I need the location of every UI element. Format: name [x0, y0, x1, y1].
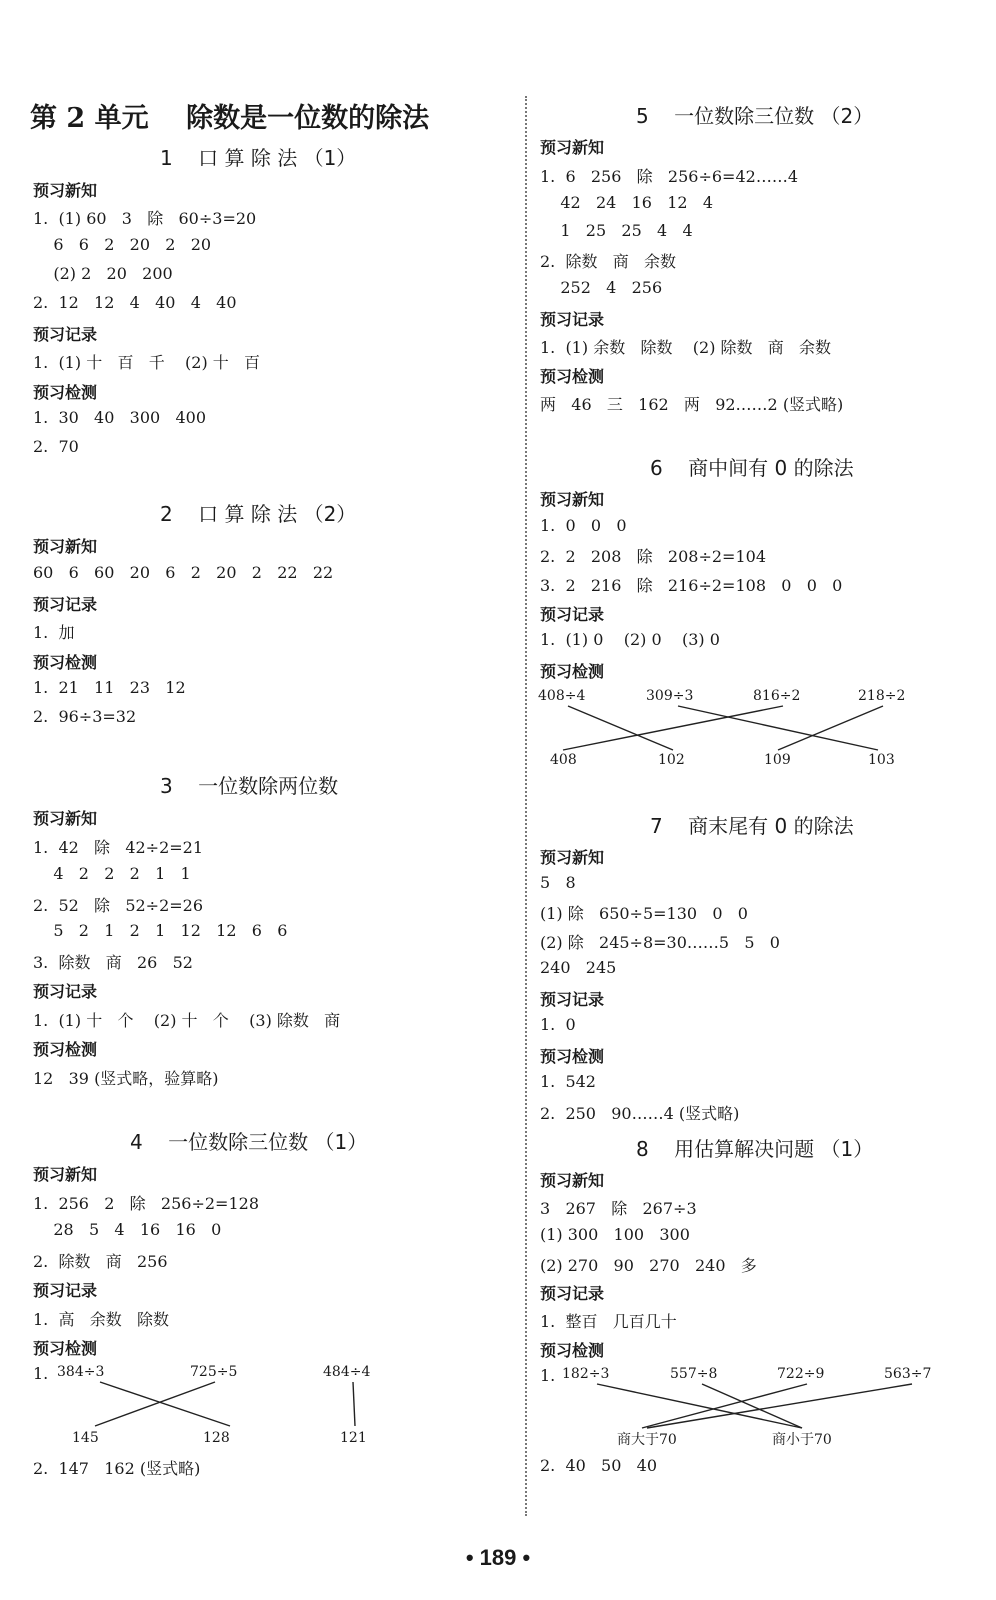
match-bottom-label: 128: [203, 1430, 230, 1446]
match-bottom-label: 商大于70: [617, 1432, 677, 1448]
match-bottom-label: 102: [658, 752, 685, 768]
answer-line: 1. (1) 十 百 千 (2) 十 百: [33, 353, 261, 372]
answer-line: 1. 542: [540, 1072, 596, 1091]
answer-line: 3. 2 216 除 216÷2=108 0 0 0: [540, 576, 843, 595]
match-top-label: 384÷3: [57, 1364, 105, 1380]
answer-line: 240 245: [540, 958, 617, 977]
answer-line: 1. 6 256 除 256÷6=42……4: [540, 167, 799, 186]
answer-line: (1) 300 100 300: [540, 1225, 690, 1244]
page-number: • 189 •: [465, 1545, 531, 1570]
match-line: [353, 1382, 355, 1426]
lesson-2-preview-check: 预习检测: [33, 653, 98, 672]
answer-line: 1. 0 0 0: [540, 516, 627, 535]
lesson-8-preview-check: 预习检测: [540, 1341, 605, 1360]
answer-line: 2. 2 208 除 208÷2=104: [540, 547, 767, 566]
match-top-label: 182÷3: [562, 1366, 610, 1382]
lesson-8-matching-diagram: [562, 1362, 952, 1454]
match-line: [647, 1384, 912, 1428]
answer-line: 2. 250 90……4 (竖式略): [540, 1104, 740, 1123]
match-line: [95, 1382, 215, 1426]
answer-line: 60 6 60 20 6 2 20 2 22 22: [33, 563, 334, 582]
lesson-6-matching-diagram: [538, 684, 928, 772]
answer-line: (2) 除 245÷8=30……5 5 0: [540, 933, 780, 952]
lesson-4-preview-check: 预习检测: [33, 1339, 98, 1358]
lesson-4-preview-new: 预习新知: [33, 1165, 98, 1184]
lesson-3-preview-check: 预习检测: [33, 1040, 98, 1059]
lesson-4-matching-diagram: [55, 1360, 395, 1450]
lesson-7-preview-record: 预习记录: [540, 990, 605, 1009]
answer-line: 2. 70: [33, 437, 79, 456]
lesson-5-title: 5 一位数除三位数 （2）: [636, 104, 874, 128]
answer-line: 2. 96÷3=32: [33, 707, 137, 726]
answer-line: 42 24 16 12 4: [540, 193, 713, 212]
match-bottom-label: 145: [72, 1430, 99, 1446]
lesson-5-preview-record: 预习记录: [540, 310, 605, 329]
answer-line: 1. 42 除 42÷2=21: [33, 838, 204, 857]
match-top-label: 484÷4: [323, 1364, 371, 1380]
answer-line: (1) 除 650÷5=130 0 0: [540, 904, 748, 923]
answer-line: 1. 整百 几百几十: [540, 1312, 677, 1331]
answer-line: 1. 加: [33, 623, 75, 642]
lesson-1-title: 1 口 算 除 法 （1）: [160, 146, 357, 170]
answer-line: 2. 40 50 40: [540, 1456, 658, 1475]
lesson-8-title: 8 用估算解决问题 （1）: [636, 1137, 874, 1161]
lesson-8-preview-record: 预习记录: [540, 1284, 605, 1303]
lesson-6-preview-new: 预习新知: [540, 490, 605, 509]
lesson-2-title: 2 口 算 除 法 （2）: [160, 502, 357, 526]
lesson-1-preview-check: 预习检测: [33, 383, 98, 402]
lesson-2-preview-new: 预习新知: [33, 537, 98, 556]
answer-line: 1. 高 余数 除数: [33, 1310, 169, 1329]
match-line: [563, 706, 783, 750]
answer-line: 5 8: [540, 873, 576, 892]
column-divider: [525, 96, 527, 1516]
answer-line: 1. (1) 60 3 除 60÷3=20: [33, 209, 257, 228]
lesson-3-preview-record: 预习记录: [33, 982, 98, 1001]
unit-title: 第 2 单元 除数是一位数的除法: [30, 103, 430, 134]
lesson-8-preview-new: 预习新知: [540, 1171, 605, 1190]
answer-line: (2) 270 90 270 240 多: [540, 1256, 757, 1275]
answer-line: 2. 12 12 4 40 4 40: [33, 293, 237, 312]
match-line: [778, 706, 883, 750]
lesson-1-preview-record: 预习记录: [33, 325, 98, 344]
answer-line: 1. (1) 十 个 (2) 十 个 (3) 除数 商: [33, 1011, 341, 1030]
answer-line: 1.: [540, 1366, 556, 1385]
lesson-4-title: 4 一位数除三位数 （1）: [130, 1130, 368, 1154]
lesson-4-preview-record: 预习记录: [33, 1281, 98, 1300]
match-top-label: 309÷3: [646, 688, 694, 704]
lesson-6-preview-record: 预习记录: [540, 605, 605, 624]
answer-line: 1 25 25 4 4: [540, 221, 693, 240]
match-top-label: 563÷7: [884, 1366, 932, 1382]
answer-line: 1.: [33, 1364, 49, 1383]
match-top-label: 218÷2: [858, 688, 906, 704]
answer-line: 1. (1) 余数 除数 (2) 除数 商 余数: [540, 338, 832, 357]
lesson-6-title: 6 商中间有 0 的除法: [650, 456, 854, 480]
answer-line: 2. 除数 商 256: [33, 1252, 168, 1271]
answer-line: 5 2 1 2 1 12 12 6 6: [33, 921, 288, 940]
answer-line: 1. 0: [540, 1015, 576, 1034]
match-bottom-label: 109: [764, 752, 791, 768]
match-top-label: 557÷8: [670, 1366, 718, 1382]
match-top-label: 725÷5: [190, 1364, 238, 1380]
lesson-5-preview-check: 预习检测: [540, 367, 605, 386]
match-bottom-label: 103: [868, 752, 895, 768]
answer-line: 2. 除数 商 余数: [540, 252, 676, 271]
answer-line: (2) 2 20 200: [33, 264, 173, 283]
lesson-3-title: 3 一位数除两位数: [160, 774, 339, 798]
match-top-label: 408÷4: [538, 688, 586, 704]
lesson-7-preview-check: 预习检测: [540, 1047, 605, 1066]
answer-line: 6 6 2 20 2 20: [33, 235, 212, 254]
match-line: [568, 706, 673, 750]
lesson-1-preview-new: 预习新知: [33, 181, 98, 200]
match-line: [678, 706, 878, 750]
answer-line: 1. 256 2 除 256÷2=128: [33, 1194, 260, 1213]
answer-line: 两 46 三 162 两 92……2 (竖式略): [540, 395, 844, 414]
lesson-5-preview-new: 预习新知: [540, 138, 605, 157]
lesson-6-preview-check: 预习检测: [540, 662, 605, 681]
match-line: [100, 1382, 230, 1426]
match-top-label: 816÷2: [753, 688, 801, 704]
lesson-7-title: 7 商末尾有 0 的除法: [650, 814, 854, 838]
answer-line: 12 39 (竖式略，验算略): [33, 1069, 219, 1088]
answer-line: 1. 21 11 23 12: [33, 678, 186, 697]
answer-line: 2. 147 162 (竖式略): [33, 1459, 201, 1478]
match-top-label: 722÷9: [777, 1366, 825, 1382]
answer-line: 3. 除数 商 26 52: [33, 953, 193, 972]
answer-line: 252 4 256: [540, 278, 663, 297]
answer-line: 28 5 4 16 16 0: [33, 1220, 222, 1239]
match-line: [702, 1384, 802, 1428]
lesson-2-preview-record: 预习记录: [33, 595, 98, 614]
lesson-7-preview-new: 预习新知: [540, 848, 605, 867]
match-bottom-label: 商小于70: [772, 1432, 832, 1448]
answer-line: 1. (1) 0 (2) 0 (3) 0: [540, 630, 720, 649]
match-bottom-label: 408: [550, 752, 577, 768]
match-line: [597, 1384, 802, 1428]
answer-line: 1. 30 40 300 400: [33, 408, 207, 427]
answer-line: 3 267 除 267÷3: [540, 1199, 697, 1218]
answer-line: 4 2 2 2 1 1: [33, 864, 191, 883]
match-bottom-label: 121: [340, 1430, 367, 1446]
lesson-3-preview-new: 预习新知: [33, 809, 98, 828]
answer-line: 2. 52 除 52÷2=26: [33, 896, 204, 915]
